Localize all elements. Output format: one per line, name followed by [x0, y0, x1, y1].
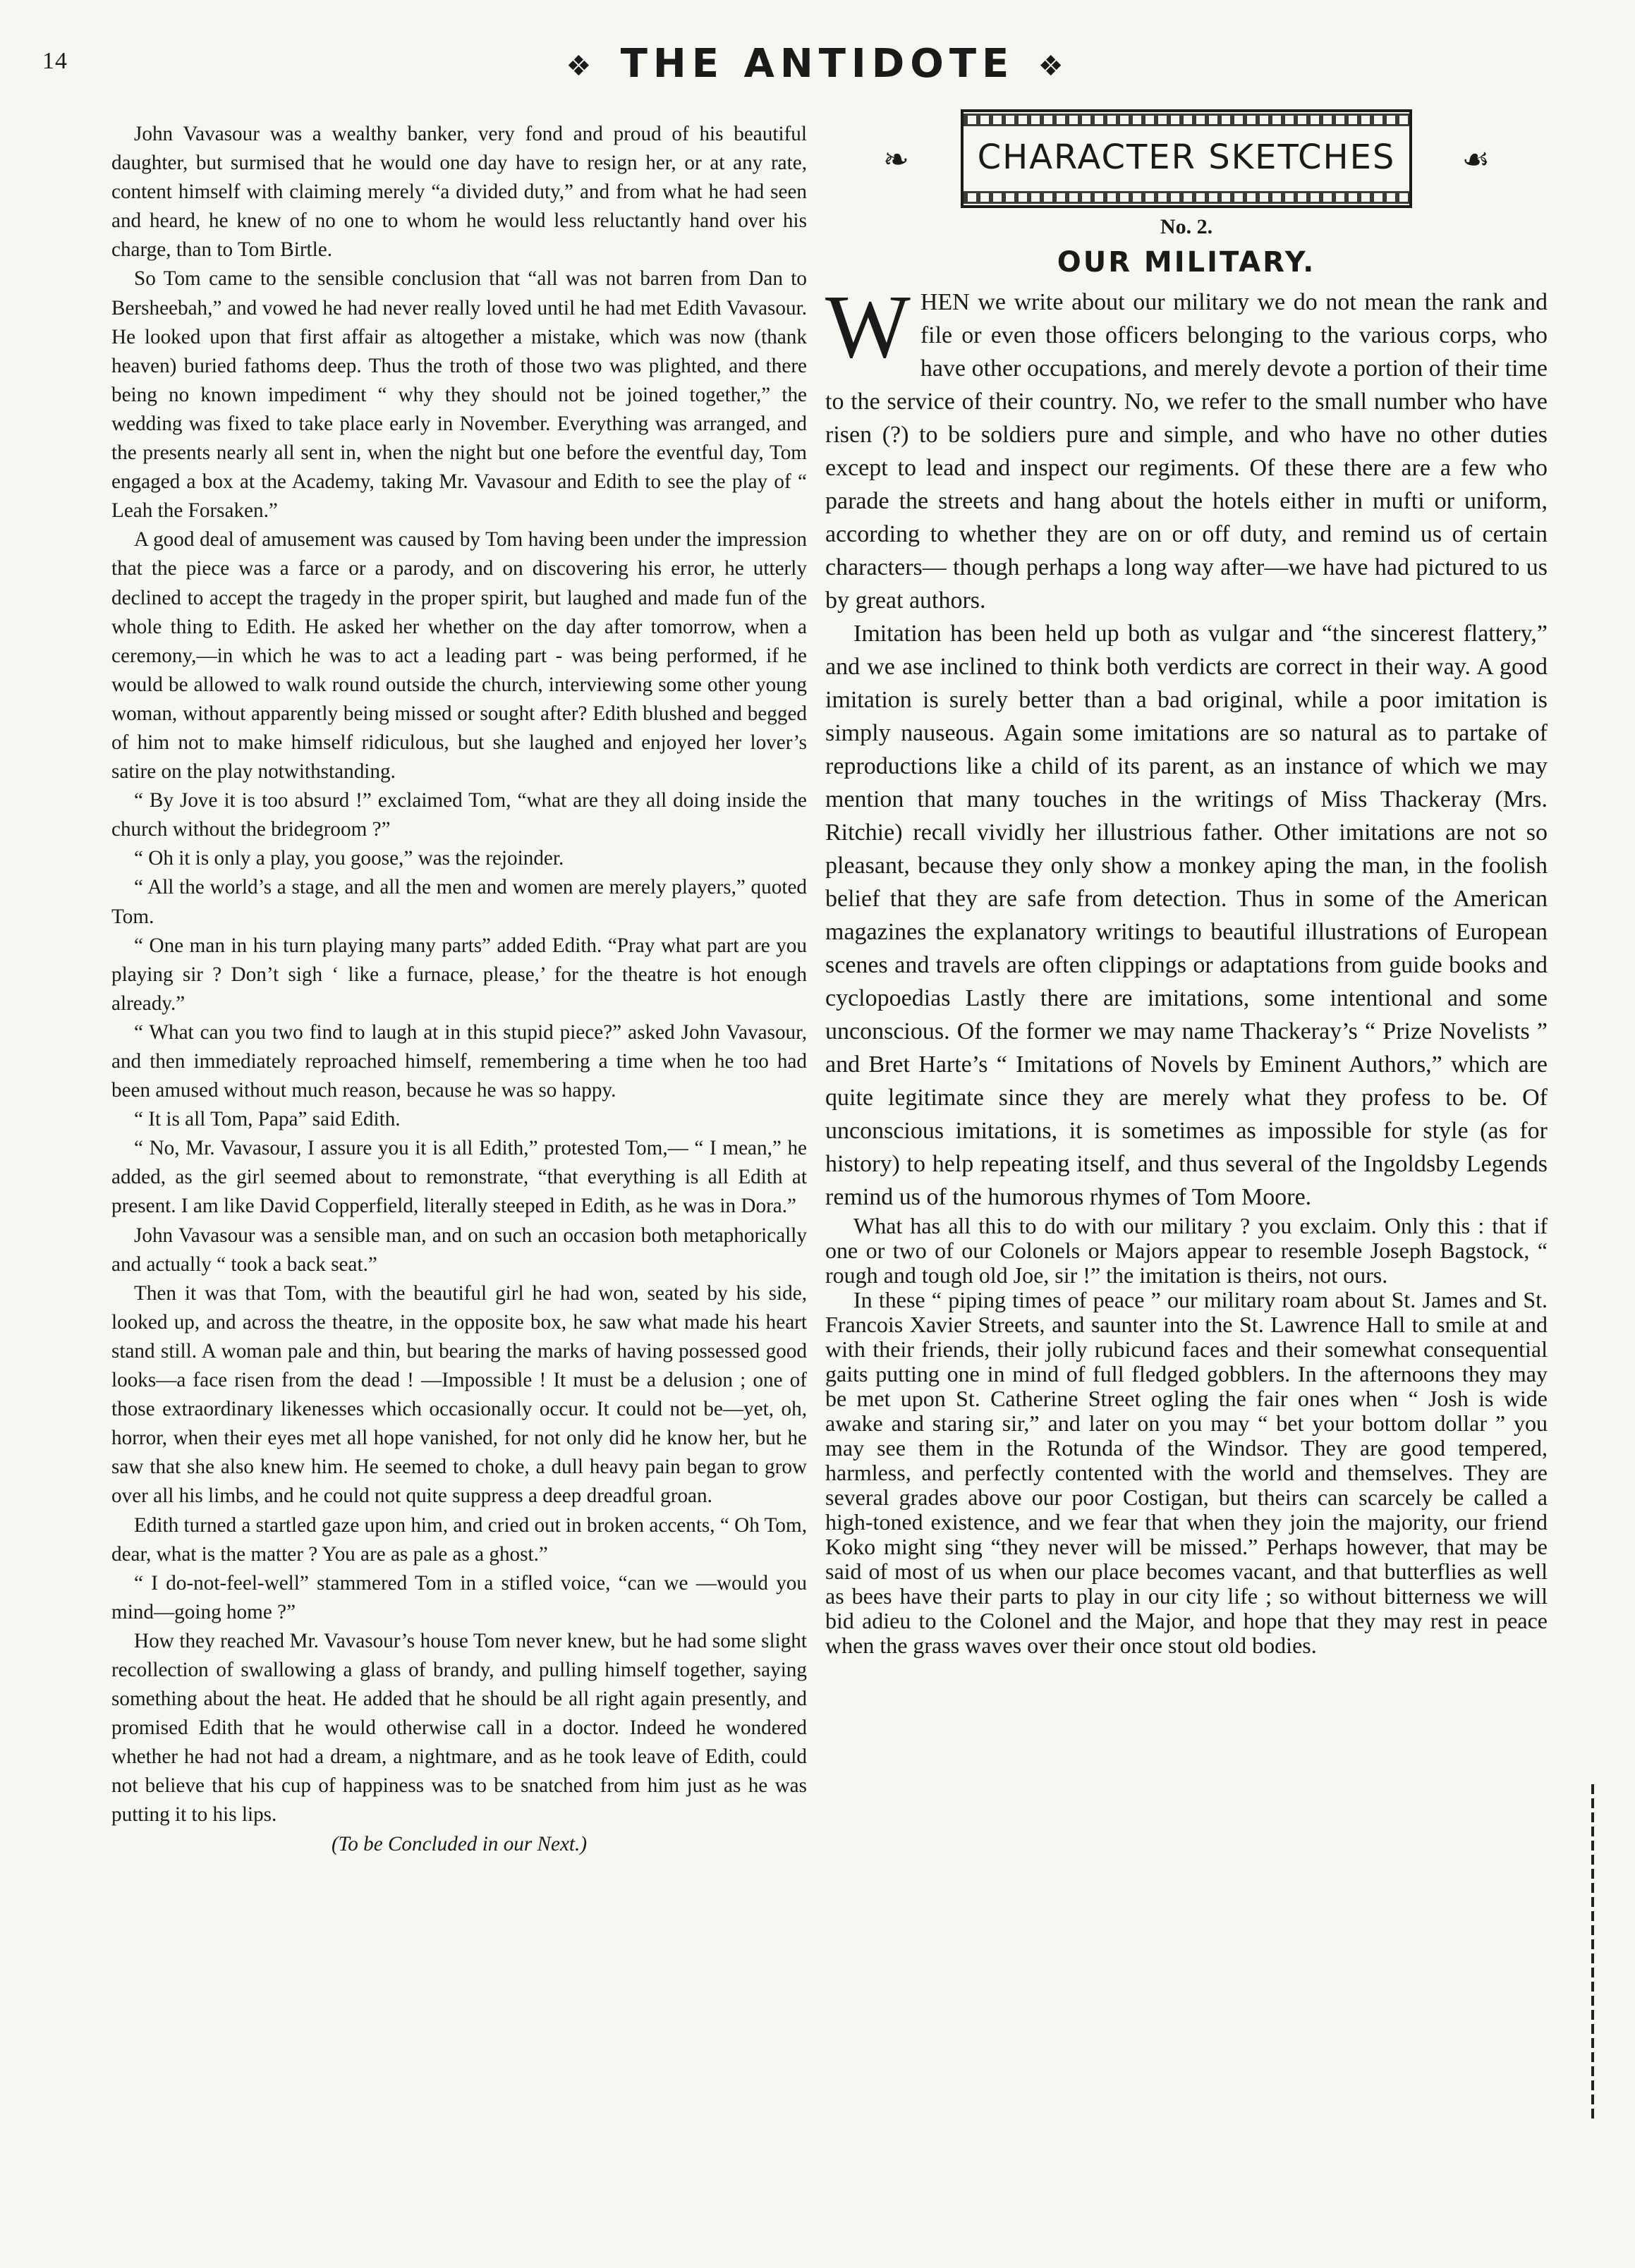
sketch-number: No. 2. [1160, 215, 1213, 238]
article-paragraph-text: HEN we write about our military we do not mean the rank and file or even those officers belonging to the various corps, who have other occupations, and merely devote a portion of their time to the service of their country. No, we refer to the small number who have risen (?) to be soldiers pure and simple, and who have no other duties except to lead and inspect our regiments. Of these there are a few who parade the streets and hang about the hotels either in mufti or uniform, according to whether they are on or off duty, and remind us of certain characters— though perhaps a long way after—we have had pictured to us by great authors. [825, 289, 1548, 614]
ornament-left-icon: ❖ [566, 49, 597, 83]
article-lead-paragraph [825, 276, 1548, 617]
section-heading-frame [876, 109, 1497, 208]
continued-footnote: (To be Concluded in our Next.) [331, 1832, 588, 1855]
story-paragraph: “ It is all Tom, Papa” said Edith. [134, 1108, 401, 1131]
story-paragraph: “ No, Mr. Vavasour, I assure you it is all Edith,” protested Tom,— “ I mean,” he added, as the girl seemed about to remonstrate, “that everything is all Edith at present. I am like David Copperfield, literally steeped in Edith, as he was in Dora.” [111, 1137, 807, 1218]
story-paragraph: “ All the world’s a stage, and all the men and women are merely players,” quoted Tom. [111, 876, 807, 928]
article-body [825, 276, 1548, 1658]
story-paragraph: “ What can you two find to laugh at in this stupid piece?” asked John Vavasour, and then immediately reproached himself, remembering a time when he too had been amused without much reason, because he was so happy. [111, 1020, 807, 1102]
story-paragraph: “ Oh it is only a play, you goose,” was the rejoinder. [134, 847, 564, 870]
ornament-right-icon: ❖ [1038, 49, 1069, 83]
scroll-ornament-left-icon: ❧ [883, 142, 909, 178]
article-title: OUR MILITARY. [1057, 246, 1316, 279]
margin-rule-mark [1591, 1784, 1594, 2123]
left-column-story [111, 120, 807, 1859]
story-paragraph: Then it was that Tom, with the beautiful girl he had won, seated by his side, looked up, and across the theatre, in the opposite box, he saw what made his heart stand still. A woman pale and thin, but bearing the marks of having possessed good looks—a face risen from the dead ! —Impossible ! It must be a delusion ; one of those extraordinary likenesses which occasionally occur. It could not be—yet, oh, horror, when their eyes met all hope vanished, for not only did he know her, but he saw that she also knew him. He seemed to choke, a dull heavy pain began to grow over all his limbs, and he could not quite suppress a deep dreadful groan. [111, 1281, 807, 1508]
right-column-article [825, 109, 1548, 1658]
article-paragraph: Imitation has been held up both as vulgar and “the sincerest flattery,” and we ase inclined to think both verdicts are correct in their way. A good imitation is surely better than a bad original, while a poor imitation is simply nauseous. Again some imitations are so natural as to partake of reproductions like a child of its parent, as an instance of which we may mention that many touches in the writings of Miss Thackeray (Mrs. Ritchie) recall vividly her illustrious father. Other imitations are not so pleasant, because they only show a monkey aping the man, in the foolish belief that they are safe from detection. Thus in some of the American magazines the explanatory writings to beautiful illustrations of European scenes and travels are often clippings or adaptations from guide books and cyclopoedias Lastly there are imitations, some intentional and some unconscious. Of the former we may name Thackeray’s “ Prize Novelists ” and Bret Harte’s “ Imitations of Novels by Eminent Authors,” which are quite legitimate since they are merely what they profess to be. Of unconscious imitations, it is sometimes as impossible for style (as for history) to help repeating itself, and thus several of the Ingoldsby Legends remind us of the humorous rhymes of Tom Moore. [825, 621, 1548, 1210]
story-paragraph: “ By Jove it is too absurd !” exclaimed Tom, “what are they all doing inside the church without the bridegroom ?” [111, 789, 807, 841]
page-number: 14 [42, 48, 68, 74]
scroll-ornament-right-icon: ☙ [1461, 142, 1490, 178]
fret-band-bottom [964, 191, 1409, 204]
fret-band-top [964, 114, 1409, 126]
story-paragraph: How they reached Mr. Vavasour’s house Tom never knew, but he had some slight recollection of swallowing a glass of brandy, and pulling himself together, saying something about the heat. He added that he should be all right again presently, and promised Edith that he would otherwise call in a doctor. Indeed he wondered whether he had not had a dream, a nightmare, and as he took leave of Edith, could not believe that his cup of happiness was to be snatched from him just as he was putting it to his lips. [111, 1629, 807, 1827]
article-paragraph: In these “ piping times of peace ” our military roam about St. James and St. Francois Xavier Streets, and saunter into the St. Lawrence Hall to smile at and with their friends, their jolly rubicund faces and their somewhat consequential gaits putting one in mind of full fledged gobblers. In the afternoons they may be met upon St. Catherine Street ogling the fair ones when “ Josh is wide awake and staring sir,” and later on you may “ bet your bottom dollar ” you may see them in the Rotunda of the Windsor. They are good tempered, harmless, and perfectly contented with the world and themselves. They are several grades above our poor Costigan, but theirs can scarcely be called a high-toned existence, and we fear that when they join the majority, our friend Koko might sing “they never will be missed.” Perhaps however, that may be said of most of us when our place becomes vacant, and that butterflies as well as bees have their parts to play in our city life ; so without bitterness we will bid adieu to the Colonel and the Major, and hope that they may rest in peace when the grass waves over their once stout old bodies. [825, 1287, 1548, 1658]
story-paragraph: “ One man in his turn playing many parts” added Edith. “Pray what part are you playing sir ? Don’t sigh ‘ like a furnace, please,’ for the theatre is hot enough already.” [111, 934, 807, 1015]
masthead [0, 41, 1635, 87]
story-paragraph: So Tom came to the sensible conclusion that “all was not barren from Dan to Bersheebah,” and vowed he had never really loved until he had met Edith Vavasour. He looked upon that first affair as altogether a mistake, which was now (thank heaven) buried fathoms deep. Thus the troth of those two was plighted, and there being no known impediment “ why they should not be joined together,” the wedding was fixed to take place early in November. Everything was arranged, and the presents nearly all sent in, when the night but one before the eventful day, Tom engaged a box at the Academy, taking Mr. Vavasour and Edith to see the play of “ Leah the Forsaken.” [111, 267, 807, 523]
story-paragraph: John Vavasour was a wealthy banker, very fond and proud of his beautiful daughter, but surmised that he would one day have to resign her, or at any rate, content himself with claiming merely “a divided duty,” and from what he had seen and heard, he knew of no one to whom he would less reluctantly hand over his charge, than to Tom Birtle. [111, 123, 807, 262]
drop-cap: W [825, 276, 911, 377]
story-paragraph: A good deal of amusement was caused by Tom having been under the impression that the piece was a farce or a parody, and on discovering his error, he utterly declined to accept the tragedy in the proper spirit, but laughed and made fun of the whole thing to Edith. He asked her whether on the day after tomorrow, when a ceremony,—in which he was to act a leading part - was being performed, if he would be allowed to walk round outside the church, interviewing some other young woman, without apparently being missed or sought after? Edith blushed and begged of him not to make himself ridiculous, but she laughed and enjoyed her lover’s satire on the play notwithstanding. [111, 528, 807, 784]
story-paragraph: “ I do-not-feel-well” stammered Tom in a stifled voice, “can we —would you mind—going home ?” [111, 1571, 807, 1623]
story-paragraph: Edith turned a startled gaze upon him, and cried out in broken accents, “ Oh Tom, dear, what is the matter ? You are as pale as a ghost.” [111, 1513, 807, 1566]
story-paragraph: John Vavasour was a sensible man, and on such an occasion both metaphorically and actually “ took a back seat.” [111, 1224, 807, 1276]
article-paragraph: What has all this to do with our military ? you exclaim. Only this : that if one or two of our Colonels or Majors appear to resemble Joseph Bagstock, “ rough and tough old Joe, sir !” the imitation is theirs, not ours. [825, 1213, 1548, 1288]
masthead-title: THE ANTIDOTE [620, 41, 1015, 87]
section-heading: CHARACTER SKETCHES [977, 138, 1396, 177]
